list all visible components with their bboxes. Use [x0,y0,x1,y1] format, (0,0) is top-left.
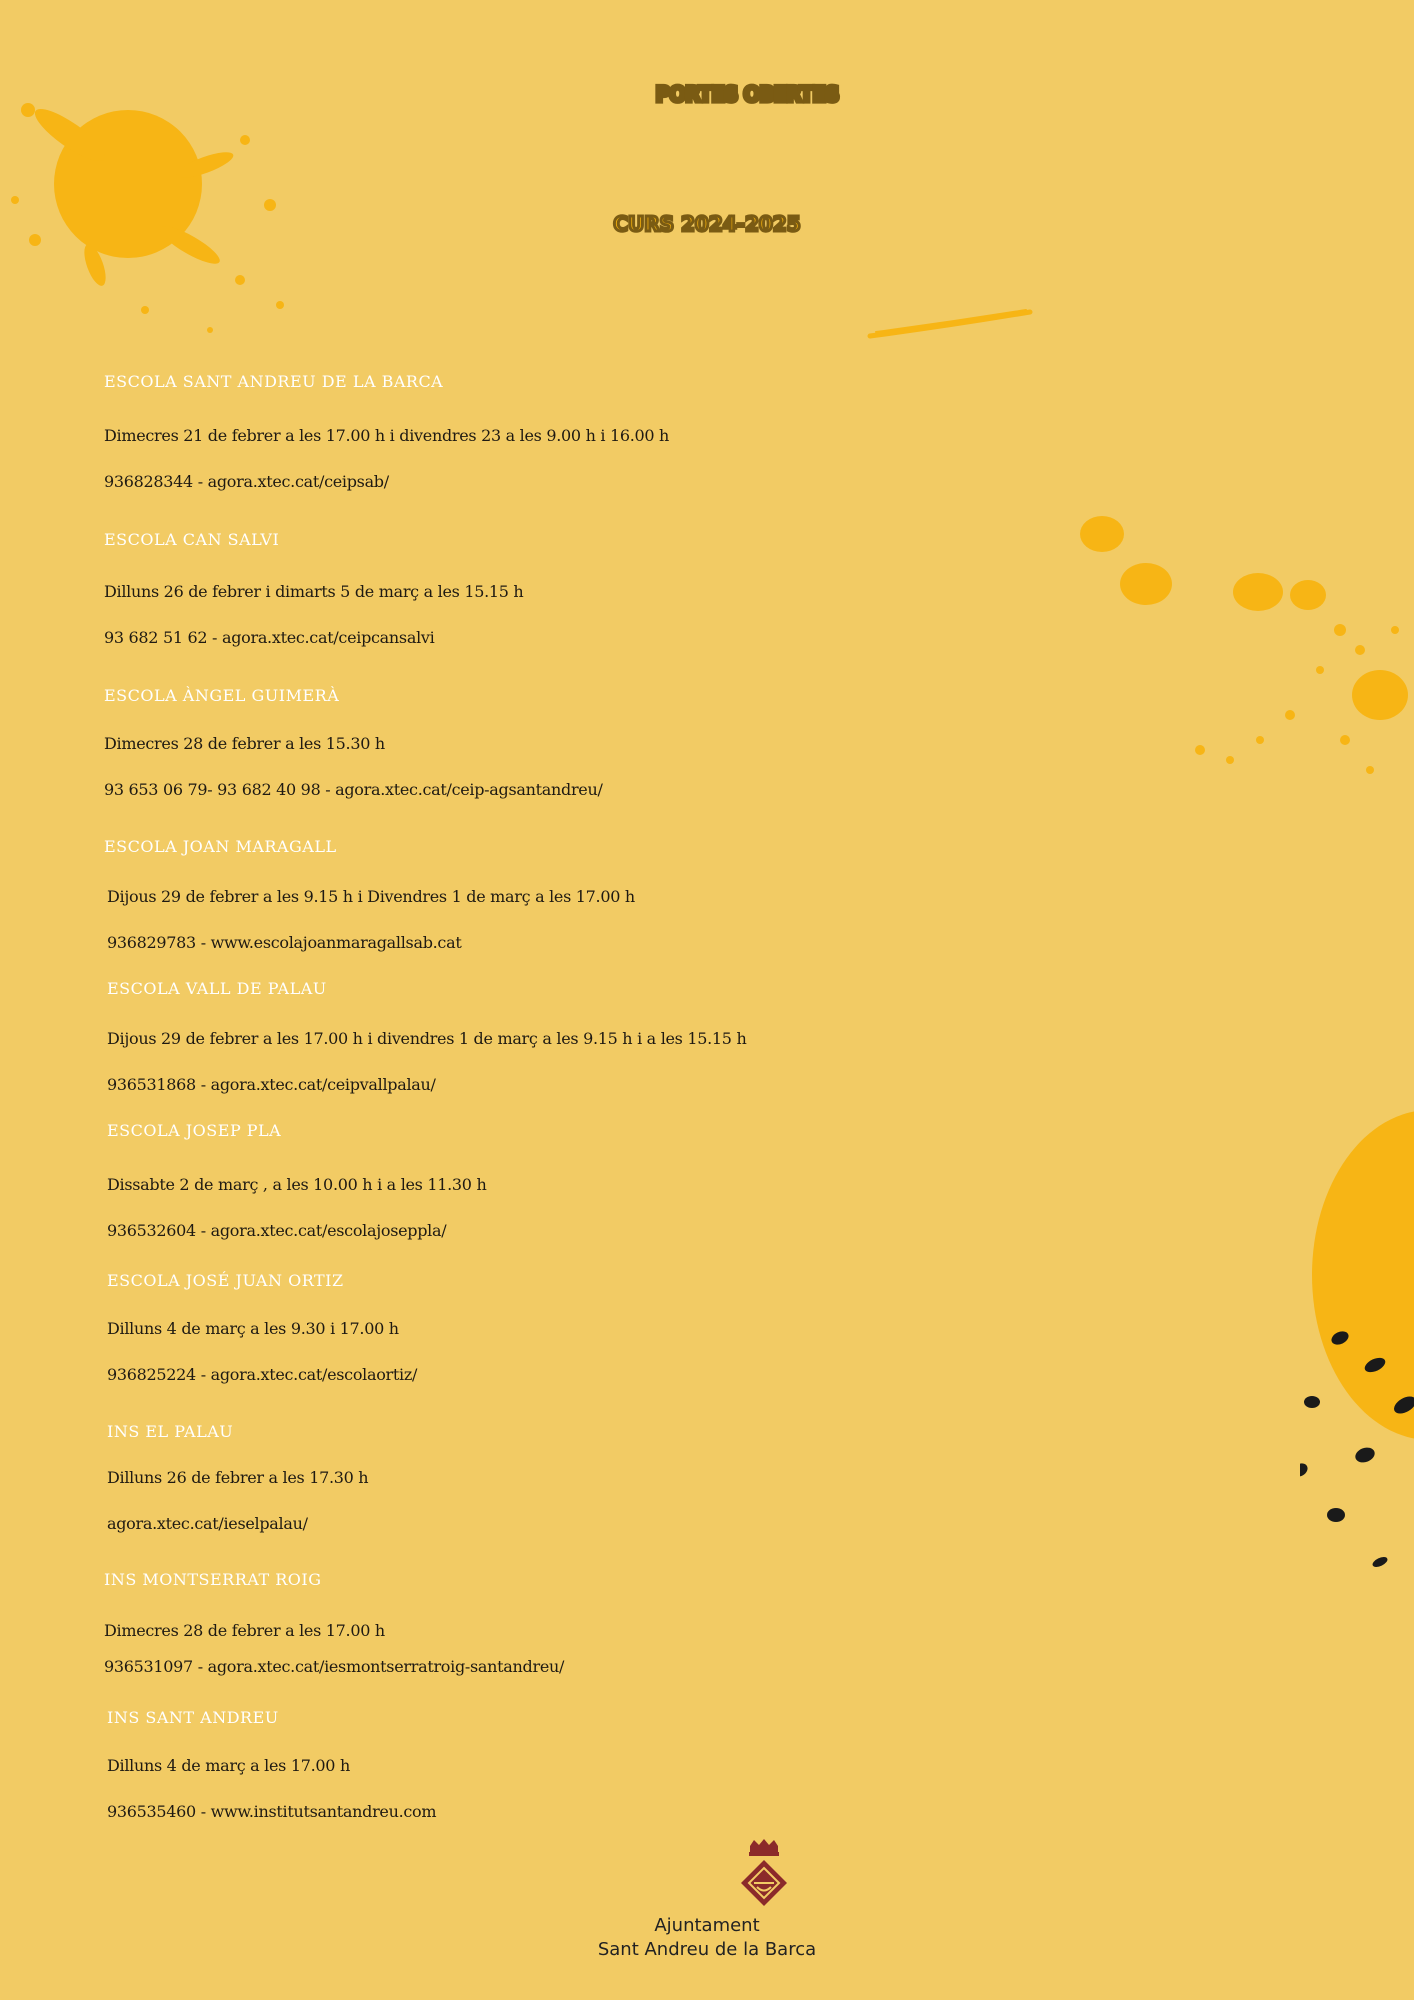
paint-splash-icon [0,80,300,340]
school-name: ESCOLA VALL DE PALAU [107,979,327,998]
school-contact: 936532604 - agora.xtec.cat/escolajoseppla/ [107,1221,447,1240]
school-contact: 936829783 - www.escolajoanmaragallsab.cat [107,933,462,952]
school-contact: 936535460 - www.institutsantandreu.com [107,1802,437,1821]
school-name: INS EL PALAU [107,1422,234,1441]
school-entry [107,964,1407,1108]
school-schedule: Dimecres 28 de febrer a les 17.00 h [104,1621,385,1640]
school-entry [104,357,1404,505]
school-schedule: Dilluns 26 de febrer a les 17.30 h [107,1468,369,1487]
school-name: ESCOLA SANT ANDREU DE LA BARCA [104,372,444,391]
school-name: INS SANT ANDREU [107,1708,279,1727]
school-schedule: Dilluns 26 de febrer i dimarts 5 de març a les 15.15 h [104,582,524,601]
school-name: INS MONTSERRAT ROIG [104,1570,322,1589]
school-schedule: Dilluns 4 de març a les 17.00 h [107,1756,350,1775]
footer [0,1914,1414,1962]
school-schedule: Dimecres 28 de febrer a les 15.30 h [104,734,385,753]
school-contact: 93 682 51 62 - agora.xtec.cat/ceipcansalvi [104,628,435,647]
school-schedule: Dissabte 2 de març , a les 10.00 h i a les 11.30 h [107,1175,487,1194]
school-name: ESCOLA JOSÉ JUAN ORTIZ [107,1271,344,1290]
brush-stroke-icon [866,306,1036,342]
school-schedule: Dilluns 4 de març a les 9.30 i 17.00 h [107,1319,399,1338]
footer-org: Ajuntament [654,1915,760,1936]
school-entry [104,671,1404,813]
school-schedule: Dimecres 21 de febrer a les 17.00 h i divendres 23 a les 9.00 h i 16.00 h [104,426,670,445]
school-name: ESCOLA JOAN MARAGALL [104,837,337,856]
footer-town: Sant Andreu de la Barca [597,1939,817,1960]
school-entry [107,1693,1407,1835]
school-schedule: Dijous 29 de febrer a les 9.15 h i Divendres 1 de març a les 17.00 h [107,887,635,906]
school-contact: 936531868 - agora.xtec.cat/ceipvallpalau/ [107,1075,436,1094]
school-contact: 936825224 - agora.xtec.cat/escolaortiz/ [107,1365,418,1384]
school-entry [104,1555,1404,1685]
school-schedule: Dijous 29 de febrer a les 17.00 h i divendres 1 de març a les 9.15 h i a les 15.15 h [107,1029,747,1048]
school-contact: 936828344 - agora.xtec.cat/ceipsab/ [104,472,389,491]
page-subtitle: CURS 2024-2025 [613,212,801,236]
school-name: ESCOLA JOSEP PLA [107,1121,282,1140]
page-title: PORTES OBERTES [655,81,839,107]
school-name: ESCOLA CAN SALVI [104,530,280,549]
school-contact: agora.xtec.cat/ieselpalau/ [107,1514,308,1533]
school-entry [107,1407,1407,1547]
school-entry [104,822,1404,966]
school-name: ESCOLA ÀNGEL GUIMERÀ [104,686,340,705]
town-crest-icon [738,1838,790,1910]
school-entry [107,1256,1407,1398]
school-contact: 93 653 06 79- 93 682 40 98 - agora.xtec.cat/ceip-agsantandreu/ [104,780,603,799]
school-entry [104,515,1404,661]
school-entry [107,1106,1407,1254]
school-contact: 936531097 - agora.xtec.cat/iesmontserratroig-santandreu/ [104,1657,565,1676]
